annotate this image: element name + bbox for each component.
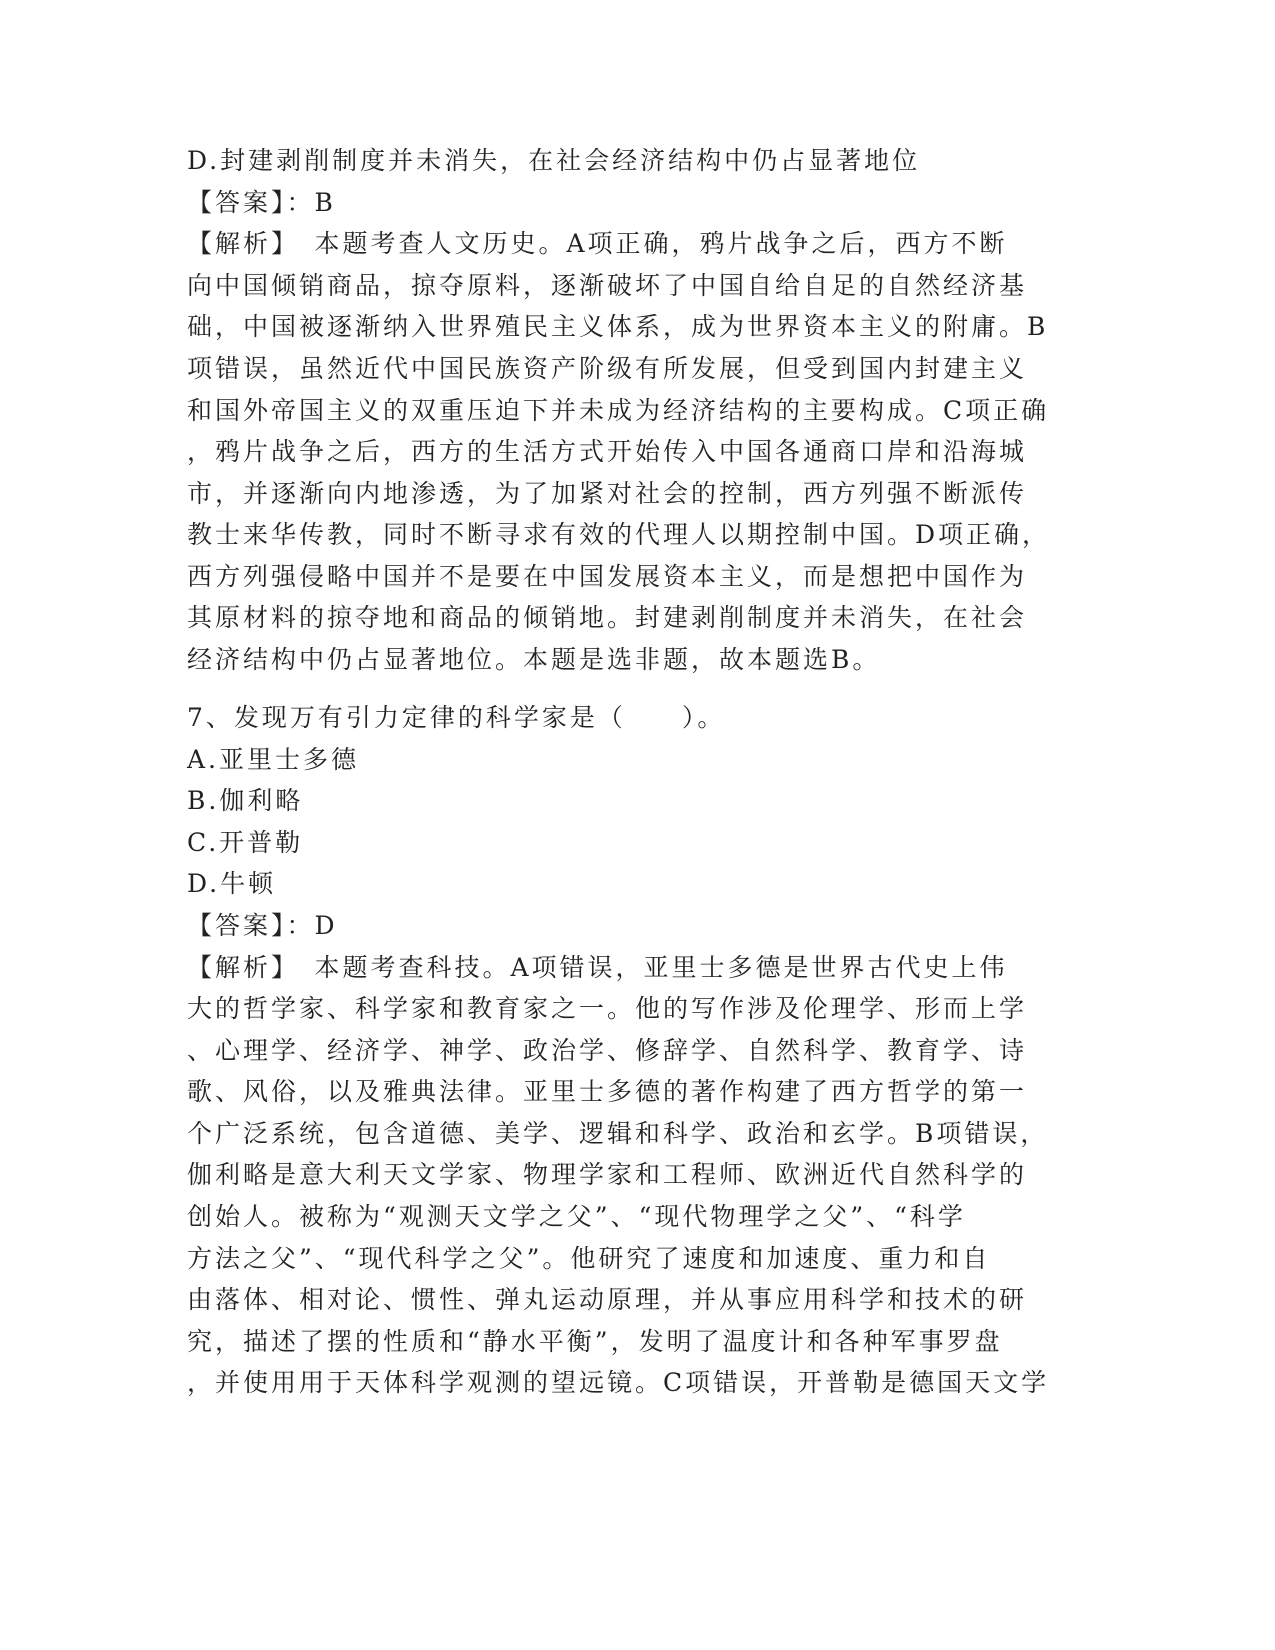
prev-analysis-line: 市，并逐渐向内地渗透，为了加紧对社会的控制，西方列强不断派传 — [187, 479, 1028, 508]
prev-analysis-line: 项错误，虽然近代中国民族资产阶级有所发展，但受到国内封建主义 — [187, 354, 1028, 383]
prev-analysis-line: 向中国倾销商品，掠夺原料，逐渐破坏了中国自给自足的自然经济基 — [187, 271, 1028, 300]
prev-answer: 【答案】：B — [187, 188, 336, 217]
prev-analysis-line: 其原材料的掠夺地和商品的倾销地。封建剥削制度并未消失，在社会 — [187, 603, 1028, 632]
question-7-option-d: D.牛顿 — [187, 869, 277, 898]
question-7-option-a: A.亚里士多德 — [187, 745, 360, 774]
question-7-analysis-line: ，并使用用于天体科学观测的望远镜。C项错误，开普勒是德国天文学 — [187, 1368, 1050, 1397]
prev-analysis-line: 础，中国被逐渐纳入世界殖民主义体系，成为世界资本主义的附庸。B — [187, 312, 1049, 341]
question-7-stem: 7、发现万有引力定律的科学家是（ ）。 — [187, 703, 726, 732]
question-7-option-c: C.开普勒 — [187, 828, 304, 857]
prev-analysis-line: ，鸦片战争之后，西方的生活方式开始传入中国各通商口岸和沿海城 — [187, 437, 1028, 466]
prev-analysis-line: 西方列强侵略中国并不是要在中国发展资本主义，而是想把中国作为 — [187, 562, 1028, 591]
prev-analysis-line: 和国外帝国主义的双重压迫下并未成为经济结构的主要构成。C项正确 — [187, 396, 1050, 425]
prev-analysis-line: 【解析】 本题考查人文历史。A项正确，鸦片战争之后，西方不断 — [187, 229, 1008, 258]
question-7-analysis-line: 个广泛系统，包含道德、美学、逻辑和科学、政治和玄学。B项错误， — [187, 1119, 1049, 1148]
prev-option-d: D.封建剥削制度并未消失，在社会经济结构中仍占显著地位 — [187, 146, 921, 175]
question-7-analysis-line: 伽利略是意大利天文学家、物理学家和工程师、欧洲近代自然科学的 — [187, 1160, 1028, 1189]
question-7-analysis-line: 创始人。被称为“观测天文学之父”、“现代物理学之父”、“科学 — [187, 1202, 966, 1231]
question-7-analysis-line: 【解析】 本题考查科技。A项错误，亚里士多德是世界古代史上伟 — [187, 953, 1008, 982]
question-7-analysis-line: 由落体、相对论、惯性、弹丸运动原理，并从事应用科学和技术的研 — [187, 1285, 1028, 1314]
question-7-analysis-line: 歌、风俗，以及雅典法律。亚里士多德的著作构建了西方哲学的第一 — [187, 1077, 1028, 1106]
question-7-option-b: B.伽利略 — [187, 786, 304, 815]
question-7-analysis-line: 大的哲学家、科学家和教育家之一。他的写作涉及伦理学、形而上学 — [187, 994, 1028, 1023]
question-7-answer: 【答案】：D — [187, 911, 338, 940]
prev-analysis-line: 经济结构中仍占显著地位。本题是选非题，故本题选B。 — [187, 645, 881, 674]
question-7-analysis-line: 究，描述了摆的性质和“静水平衡”，发明了温度计和各种军事罗盘 — [187, 1327, 1003, 1356]
prev-analysis-line: 教士来华传教，同时不断寻求有效的代理人以期控制中国。D项正确， — [187, 520, 1051, 549]
question-7-analysis-line: 、心理学、经济学、神学、政治学、修辞学、自然科学、教育学、诗 — [187, 1036, 1028, 1065]
question-7-analysis-line: 方法之父”、“现代科学之父”。他研究了速度和加速度、重力和自 — [187, 1244, 991, 1273]
